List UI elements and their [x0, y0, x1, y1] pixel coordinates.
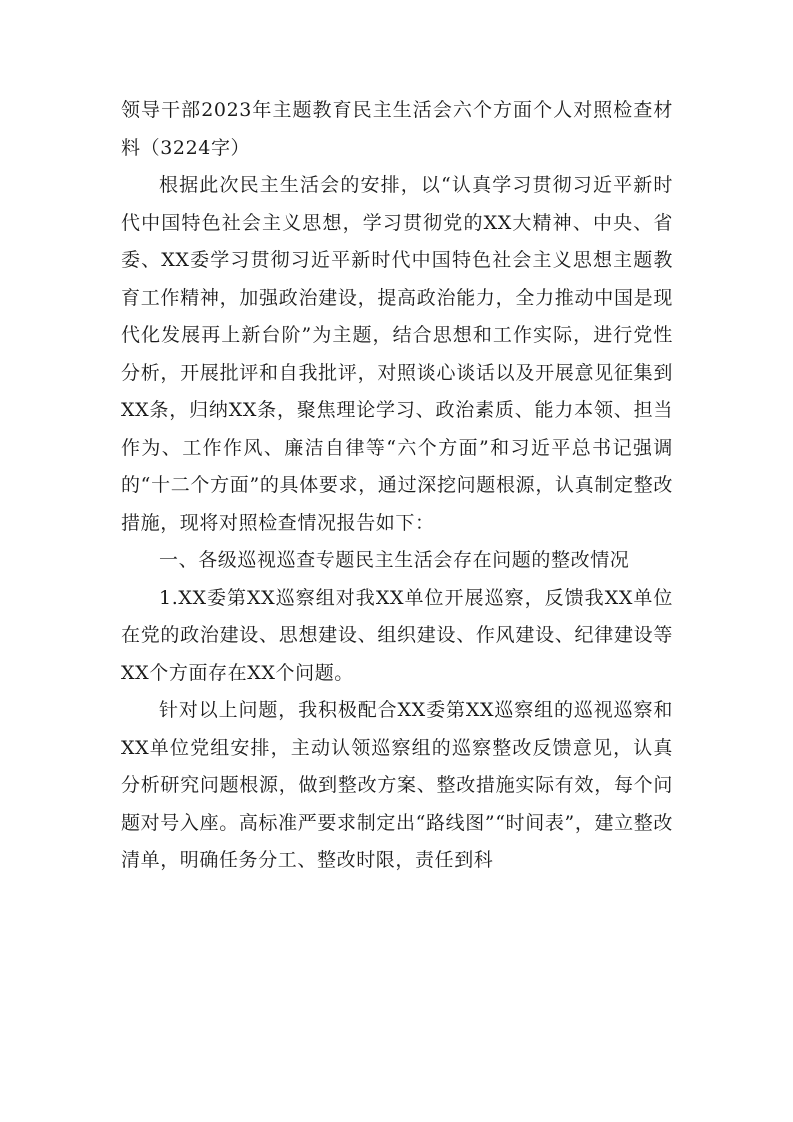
document-body	[121, 92, 673, 880]
document-title: 领导干部2023年主题教育民主生活会六个方面个人对照检查材料（3224字）	[121, 99, 673, 159]
response-paragraph: 针对以上问题，我积极配合XX委第XX巡察组的巡视巡察和XX单位党组安排，主动认领巡察组的巡察整改反馈意见，认真分析研究问题根源，做到整改方案、整改措施实际有效，每个问题对号入座。高标准严要求制定出“路线图”“时间表”，建立整改清单，明确任务分工、整改时限，责任到科	[121, 699, 673, 871]
intro-paragraph: 根据此次民主生活会的安排，以“认真学习贯彻习近平新时代中国特色社会主义思想，学习贯彻党的XX大精神、中央、省委、XX委学习贯彻习近平新时代中国特色社会主义思想主题教育工作精神，加强政治建设，提高政治能力，全力推动中国是现代化发展再上新台阶”为主题，结合思想和工作实际，进行党性分析，开展批评和自我批评，对照谈心谈话以及开展意见征集到XX条，归纳XX条，聚焦理论学习、政治素质、能力本领、担当作为、工作作风、廉洁自律等“六个方面”和习近平总书记强调的“十二个方面”的具体要求，通过深挖问题根源，认真制定整改措施，现将对照检查情况报告如下：	[121, 174, 673, 534]
item-paragraph-1: 1.XX委第XX巡察组对我XX单位开展巡察，反馈我XX单位在党的政治建设、思想建设、组织建设、作风建设、纪律建设等XX个方面存在XX个问题。	[121, 586, 673, 684]
section-heading-1: 一、各级巡视巡查专题民主生活会存在问题的整改情况	[159, 549, 630, 571]
